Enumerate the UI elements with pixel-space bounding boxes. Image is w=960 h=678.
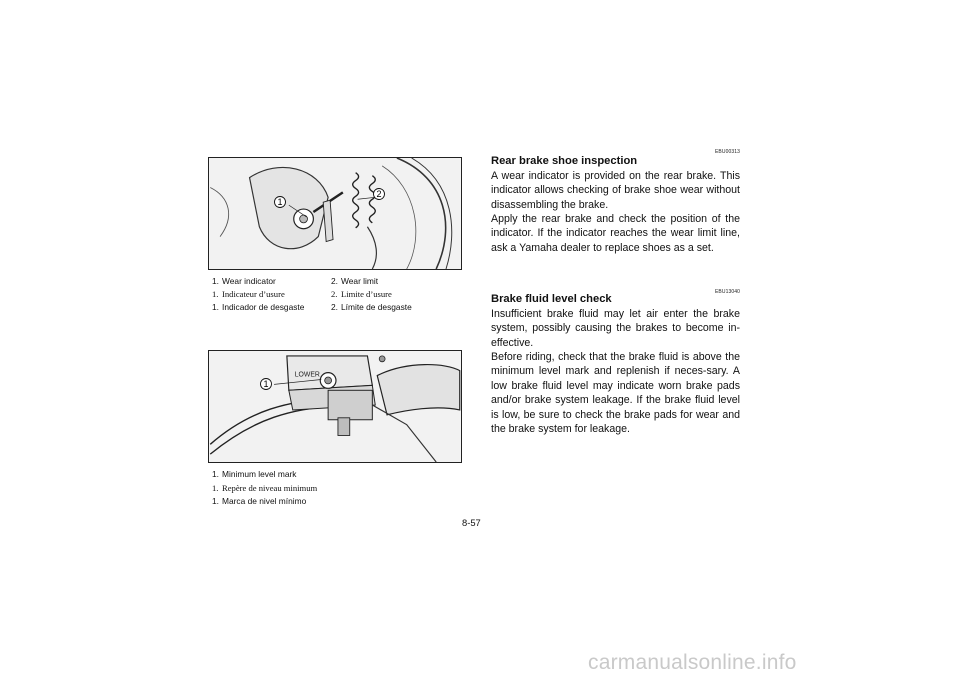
section-code: EBU00313 xyxy=(715,149,740,155)
caption-min-level-fr: 1. Repère de niveau minimum xyxy=(212,483,318,493)
paragraph: Apply the rear brake and check the position of the indicator. If the indicator reaches the wear limit line, ask a Yamaha dealer to replace shoes as a set. xyxy=(491,213,740,254)
paragraph: A wear indicator is provided on the rear brake. This indicator allows checking of brake shoe wear without disassembling the brake. xyxy=(491,170,740,211)
caption-min-level-es: 1. Marca de nivel mínimo xyxy=(212,496,307,506)
callout-2 xyxy=(374,189,385,200)
svg-text:1: 1 xyxy=(263,379,269,390)
site-watermark[interactable]: carmanualsonline.info xyxy=(588,651,797,674)
section-title-brake-fluid: Brake fluid level check xyxy=(491,293,612,305)
caption-2-fr: 2. Limite d’usure xyxy=(331,289,392,299)
section-code: EBU13040 xyxy=(715,289,740,295)
paragraph: Insufficient brake fluid may let air enter the brake system, possibly causing the brakes to become in-effective. xyxy=(491,308,740,349)
reservoir-drawing xyxy=(209,351,461,462)
caption-2-en: 2. Wear limit xyxy=(331,276,379,286)
figure2-callouts xyxy=(258,376,278,394)
caption-min-level-en: 1. Minimum level mark xyxy=(212,469,297,479)
svg-text:2: 2 xyxy=(376,189,382,200)
caption-1-en: 1. Wear indicator xyxy=(212,276,276,286)
callout-1 xyxy=(261,379,272,390)
figure1-callouts xyxy=(272,188,392,218)
svg-text:1: 1 xyxy=(277,197,283,208)
caption-1-fr: 1. Indicateur d’usure xyxy=(212,289,285,299)
caption-1-es: 1. Indicador de desgaste xyxy=(212,302,305,312)
paragraph: Before riding, check that the brake fluid is above the minimum level mark and replenish if neces-sary. A low brake fluid level may indicate worn brake pads and/or brake system leakage. If the brake fluid level is low, be sure to check the brake pads for wear and the brake system for leakage. xyxy=(491,351,740,436)
callout-1 xyxy=(275,197,286,208)
page-number: 8-57 xyxy=(462,517,481,528)
lower-level-label: LOWER xyxy=(294,371,320,379)
brake-reservoir-illustration xyxy=(208,350,462,463)
section-title-rear-brake-shoe: Rear brake shoe inspection xyxy=(491,155,638,167)
caption-2-es: 2. Límite de desgaste xyxy=(331,302,412,312)
